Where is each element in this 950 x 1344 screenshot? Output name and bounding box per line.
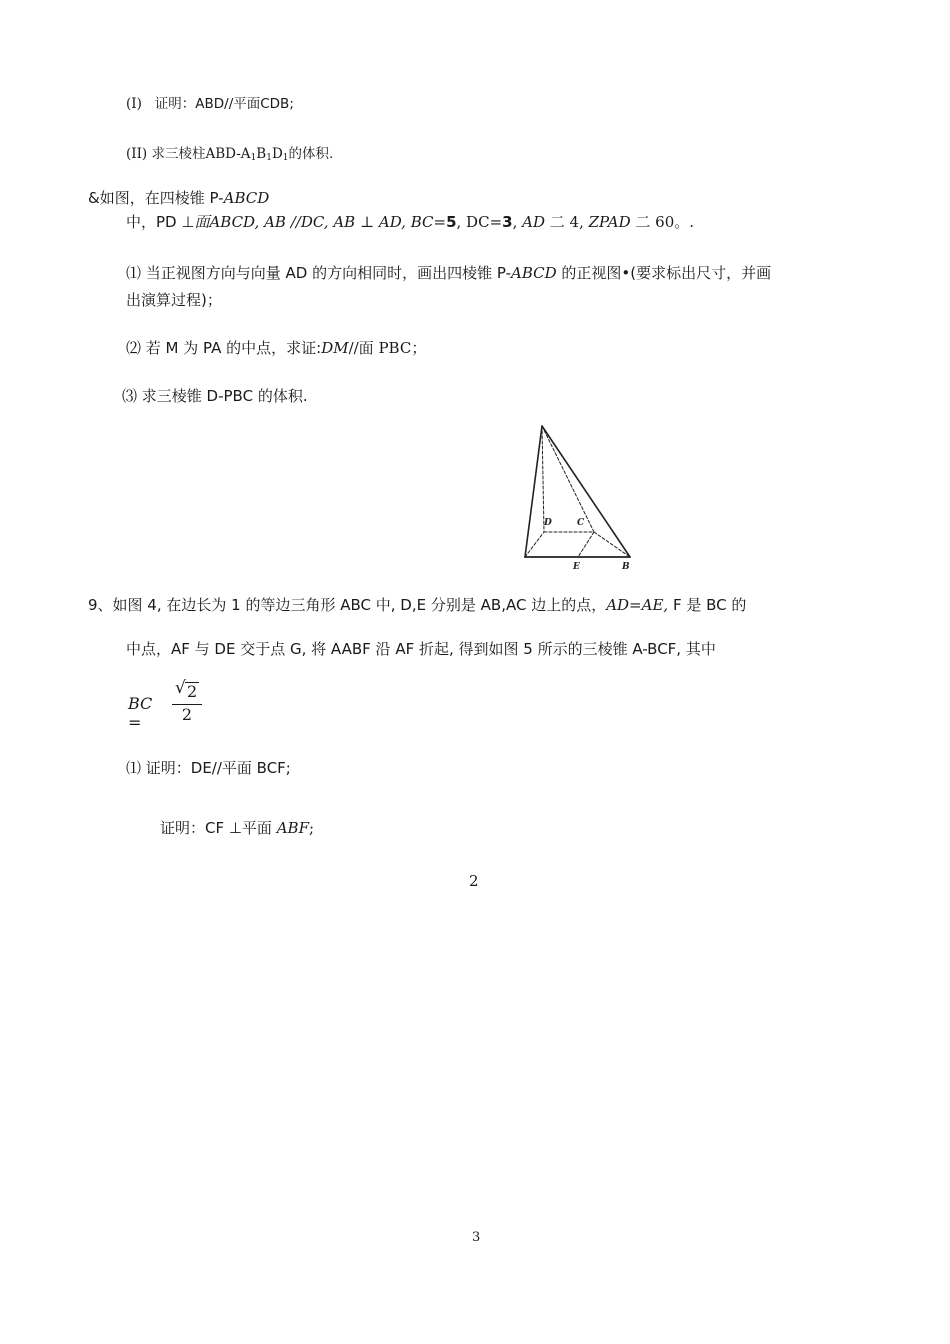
formula-fraction — [172, 678, 202, 725]
q8-conditions: 中，PD ⊥面ABCD, AB //DC, AB ⊥ AD, BC=5, DC=3, AD 二 4, ZPAD 二 60。. — [126, 213, 695, 231]
q8-sub1: ⑴ 当正视图方向与向量 AD 的方向相同时，画出四棱锥 P-ABCD 的正视图•(要求标出尺寸，并画 — [126, 264, 772, 282]
edge-cb — [594, 532, 630, 557]
q8-heading: &如图，在四棱锥 P-ABCD — [88, 189, 270, 207]
sqrt-icon: √ — [175, 678, 186, 698]
edge-pb — [542, 426, 630, 557]
q9-sub1: ⑴ 证明：DE//平面 BCF; — [126, 759, 291, 777]
q9-line1: 9、如图 4, 在边长为 1 的等边三角形 ABC 中, D,E 分别是 AB,AC 边上的点，AD=AE, F 是 BC 的 — [88, 596, 747, 614]
page-number-2: 2 — [469, 872, 479, 890]
formula-numerator: √ 2 — [175, 678, 198, 701]
q9-line2: 中点，AF 与 DE 交于点 G, 将 AABF 沿 AF 折起, 得到如图 5 所示的三棱锥 A-BCF, 其中 — [126, 640, 716, 658]
q8-sub1-cont: 出演算过程)； — [126, 291, 222, 309]
item-i — [126, 94, 294, 114]
label-c: C — [577, 518, 585, 528]
pyramid-figure — [516, 424, 640, 574]
label-d: D — [544, 518, 552, 528]
item-i-text: 证明：ABD//平面CDB; — [154, 96, 294, 112]
edge-pc — [542, 426, 594, 532]
label-e: E — [573, 562, 580, 572]
item-ii-label: (II) — [126, 146, 148, 162]
item-i-label: (I) — [126, 96, 142, 112]
edge-ce — [578, 532, 594, 557]
q8-sub2: ⑵ 若 M 为 PA 的中点，求证:DM//面 PBC； — [126, 339, 427, 357]
item-ii: (II) 求三棱柱ABD-$A_1B_1D_1$的体积. — [126, 146, 334, 163]
label-b: B — [622, 562, 630, 572]
q9-sub2: 证明：CF ⊥平面 ABF; — [160, 819, 315, 837]
q8-sub3: ⑶ 求三棱锥 D-PBC 的体积. — [122, 387, 308, 405]
edge-pd — [542, 426, 544, 532]
edge-pa — [525, 426, 542, 557]
formula-lhs: BC = — [128, 694, 153, 732]
page-number-3: 3 — [472, 1230, 481, 1245]
formula-denominator: 2 — [181, 705, 193, 724]
